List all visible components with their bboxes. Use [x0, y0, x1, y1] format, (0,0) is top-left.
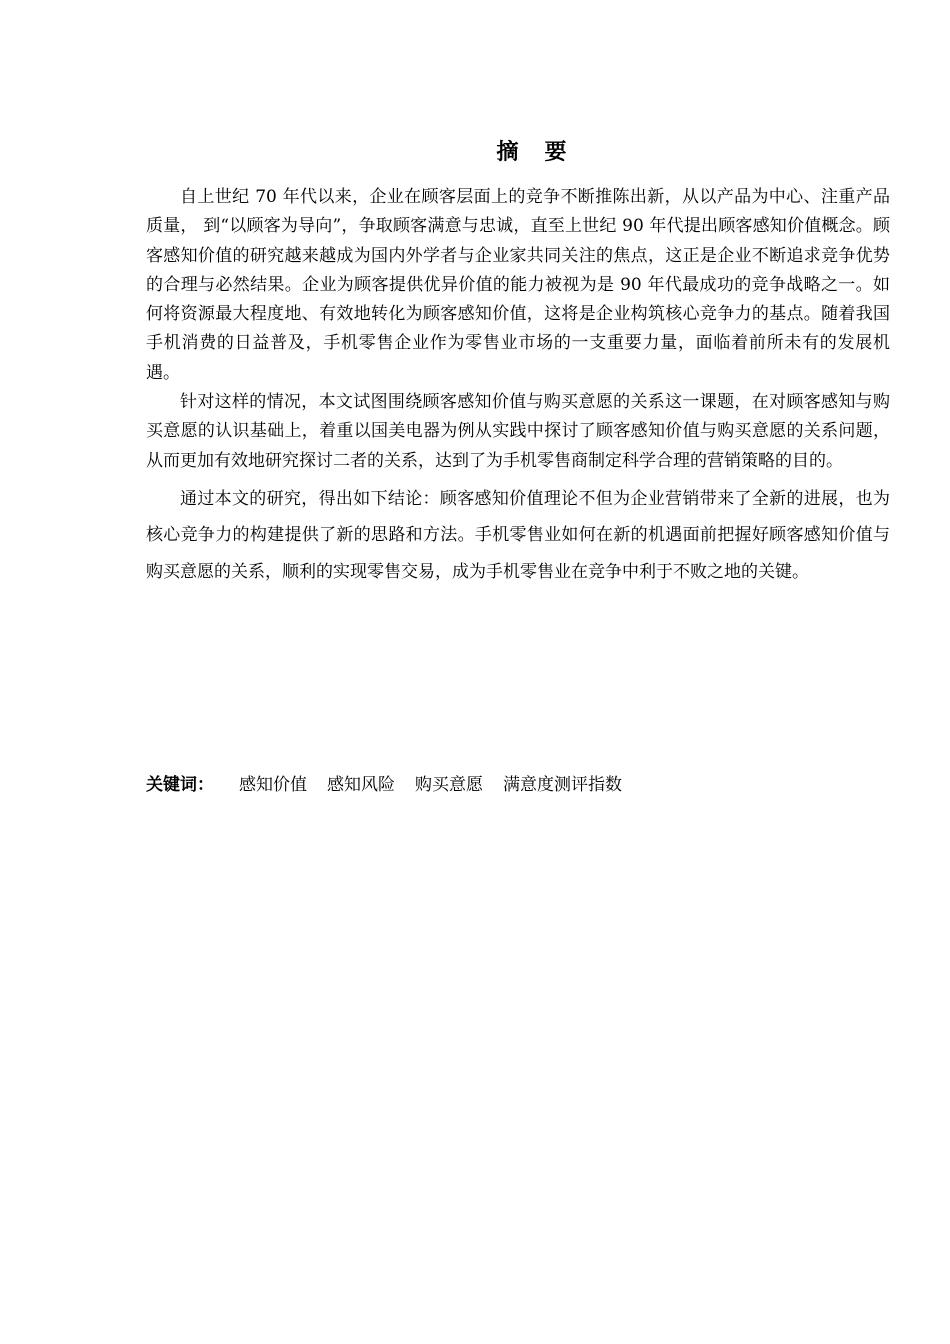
abstract-paragraph-3: 通过本文的研究，得出如下结论：顾客感知价值理论不但为企业营销带来了全新的进展，也为核心竞争力的构建提供了新的思路和方法。手机零售业如何在新的机遇面前把握好顾客感知价值与购买意愿的关系，顺利的实现零售交易，成为手机零售业在竞争中利于不败之地的关键。 [146, 488, 890, 582]
abstract-paragraph-2: 针对这样的情况，本文试图围绕顾客感知价值与购买意愿的关系这一课题，在对顾客感知与购买意愿的认识基础上，着重以国美电器为例从实践中探讨了顾客感知价值与购买意愿的关系问题，从而更加有效地研究探讨二者的关系，达到了为手机零售商制定科学合理的营销策略的目的。 [146, 392, 890, 471]
keywords-label: 关键词： [146, 775, 214, 795]
keyword-item: 购买意愿 [415, 775, 483, 795]
keyword-item: 感知价值 [239, 775, 307, 795]
abstract-paragraph-1: 自上世纪 70 年代以来，企业在顾客层面上的竞争不断推陈出新，从以产品为中心、注重产品质量， 到“以顾客为导向”，争取顾客满意与忠诚，直至上世纪 90 年代提出顾客感知价值概念。顾客感知价值的研究越来越成为国内外学者与企业家共同关注的焦点，这正是企业不断追求竞争优势的合理与必然结果。企业为顾客提供优异价值的能力被视为是 90 年代最成功的竞争战略之一。如何将资源最大程度地、有效地转化为顾客感知价值，这将是企业构筑核心竞争力的基点。随着我国手机消费的日益普及，手机零售企业作为零售业市场的一支重要力量，面临着前所未有的发展机遇。 [146, 187, 890, 383]
title-char-2: 要 [544, 140, 567, 165]
abstract-body [146, 183, 890, 590]
keyword-item: 满意度测评指数 [503, 775, 622, 795]
page-title [0, 135, 950, 166]
title-char-1: 摘 [496, 140, 519, 165]
keywords-line [146, 770, 642, 795]
keyword-item: 感知风险 [327, 775, 395, 795]
